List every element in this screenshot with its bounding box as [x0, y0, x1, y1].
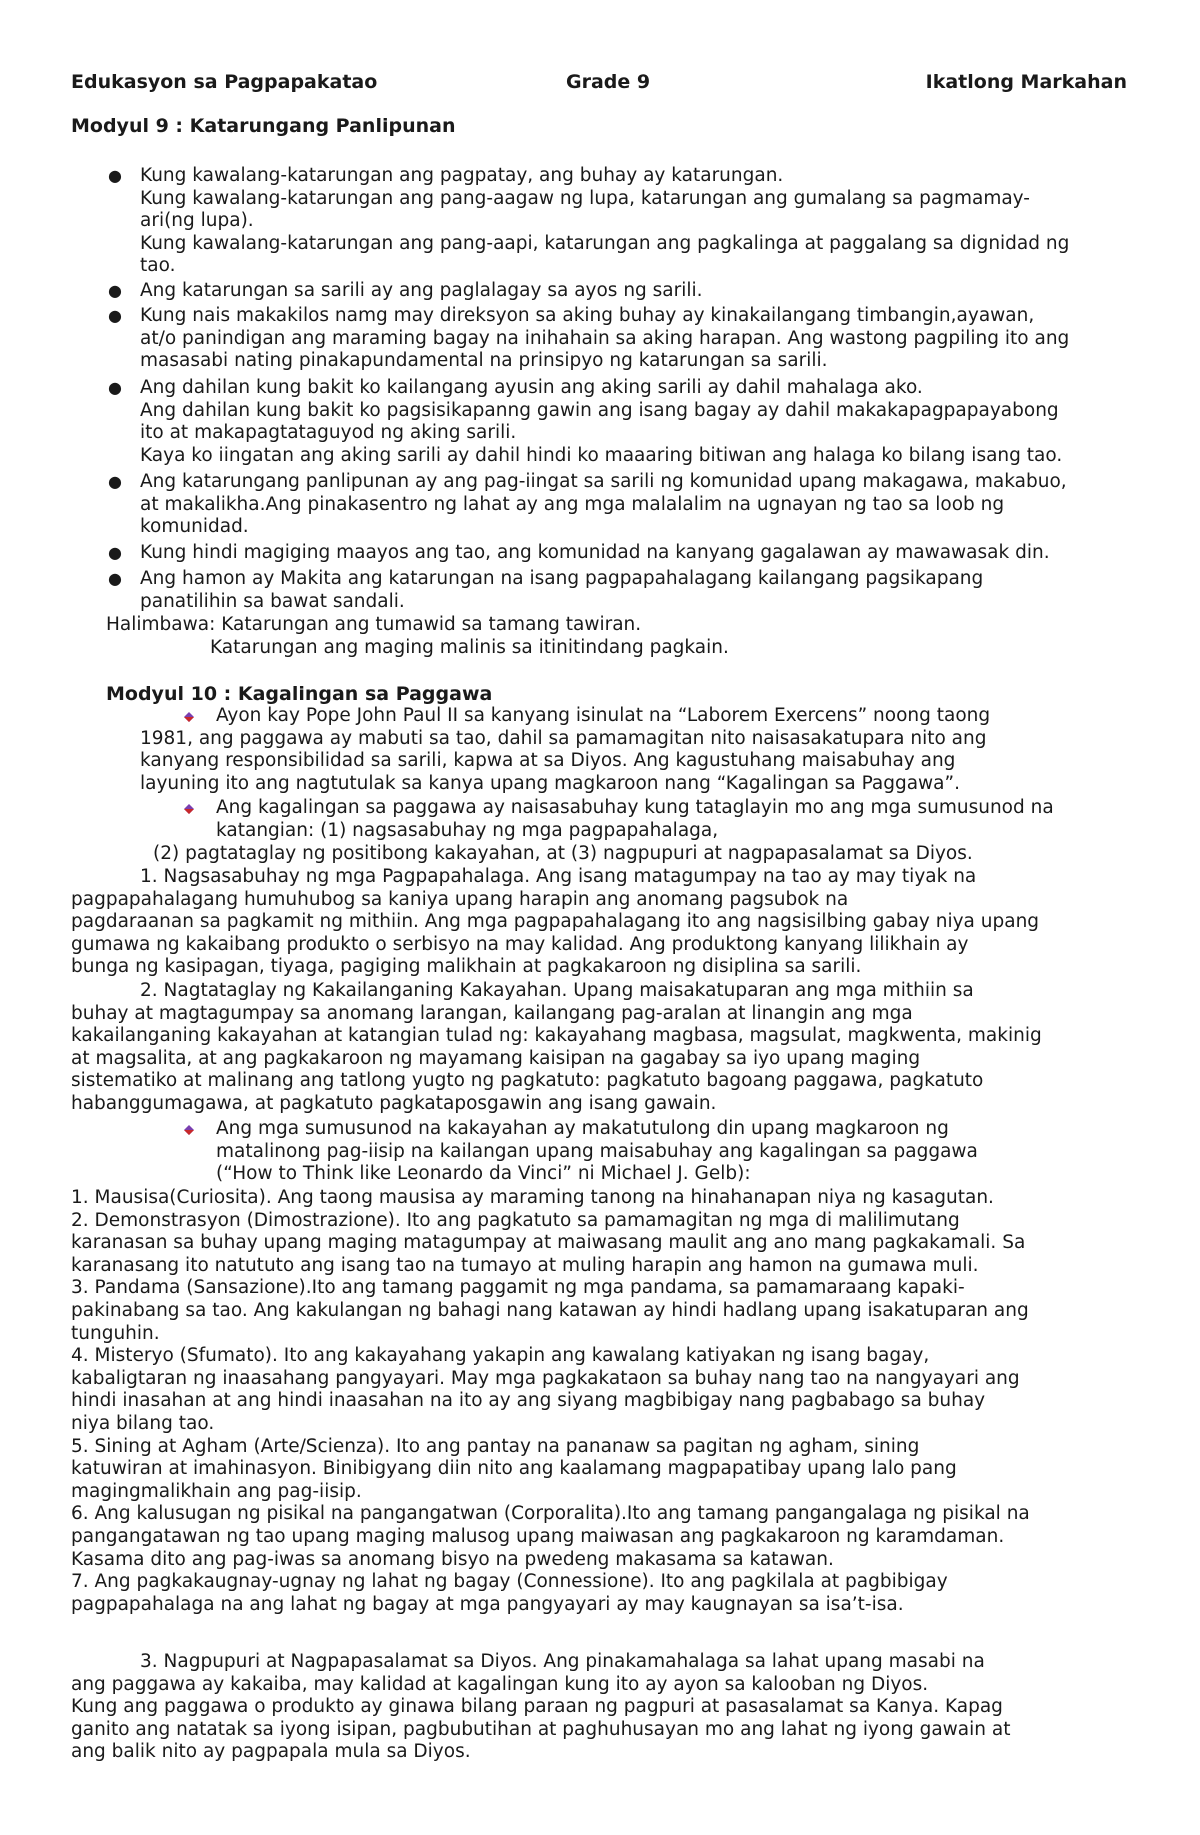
list-item: kabaligtaran ng inaasahang pangyayari. May mga pagkakataon sa buhay nang tao na nangyayari ang	[71, 1367, 1020, 1389]
list-item: karanasang ito natututo ang isang tao na tumayo at muling harapin ang hamon na gumawa muli.	[71, 1254, 979, 1276]
bullet-item: ● Ang katarungan sa sarili ay ang paglalagay sa ayos ng sarili.	[108, 280, 703, 301]
list-item: katuwiran at imahinasyon. Binibigyang diin nito ang kaalamang magpapatibay upang lalo pang	[71, 1458, 957, 1480]
list-item: pakinabang sa tao. Ang kakulangan ng bahagi nang katawan ay hindi hadlang upang isakatuparan ang	[71, 1299, 1029, 1321]
bullet-icon: ●	[108, 166, 122, 185]
list-item: 7. Ang pagkakaugnay-ugnay ng lahat ng bagay (Connessione). Ito ang pagkilala at pagbibigay	[71, 1571, 948, 1593]
diamond-bullet-icon	[184, 804, 194, 814]
page-header	[71, 71, 1127, 95]
bullet-item: ● Kung nais makakilos namg may direksyon sa aking buhay ay kinakailangang timbangin,ayawan, at/o panindigan ang maraming bagay na inihahain sa aking harapan. Ang wastong pagpiling ito ang masasabi nating pinakapundamental na prinsipyo ng katarungan sa sarili.	[108, 305, 1070, 372]
bullet-icon: ●	[108, 378, 122, 397]
modyul9-title: Modyul 9 : Katarungang Panlipunan	[71, 115, 456, 137]
section-3-paragraph: 3. Nagpupuri at Nagpapasalamat sa Diyos. Ang pinakamahalaga sa lahat upang masabi na ang paggawa ay kakaiba, may kalidad at kagalingan kung ito ay ayon sa kalooban ng Diyos. Kung ang paggawa o produkto ay ginawa bilang paraan ng pagpuri at pasasalamat sa Kanya. Kapag ganito ang natatak sa iyong isipan, pagbubutihan at paghuhusayan mo ang lahat ng iyong gawain at ang balik nito ay pagpapala mula sa Diyos.	[71, 1651, 1011, 1763]
katangian-paragraph: Ang kagalingan sa paggawa ay naisasabuhay kung tataglayin mo ang mga sumusunod na katangian: (1) nagsasabuhay ng mga pagpapahalaga,	[216, 797, 1054, 841]
bullet-icon: ●	[108, 306, 122, 325]
list-item: tunguhin.	[71, 1322, 160, 1344]
list-item: 1. Mausisa(Curiosita). Ang taong mausisa ay maraming tanong na hinahanapan niya ng kasagutan.	[71, 1187, 994, 1208]
list-item: 3. Pandama (Sansazione).Ito ang tamang paggamit ng mga pandama, sa pamamaraang kapaki-	[71, 1277, 965, 1299]
list-item: pagpapahalaga na ang lahat ng bagay at mga pangyayari ay may kaugnayan sa isa’t-isa.	[71, 1593, 904, 1615]
list-item: 6. Ang kalusugan ng pisikal na pangangatwan (Corporalita).Ito ang tamang pangangalaga ng pisikal na	[71, 1503, 1030, 1525]
bullet-icon: ●	[108, 472, 122, 491]
bullet-icon: ●	[108, 569, 122, 588]
bullet-icon: ●	[108, 543, 122, 562]
quarter-label: Ikatlong Markahan	[925, 71, 1127, 93]
list-item: karanasan sa buhay upang maging matagumpay at maiwasang maulit ang ano mang pagkakamali. Sa	[71, 1232, 1026, 1254]
subject-label: Edukasyon sa Pagpapakatao	[71, 71, 378, 93]
list-item: hindi inasahan at ang hindi inaasahan na ito ay ang siyang magbibigay nang pagbabago sa buhay	[71, 1390, 986, 1412]
diamond-bullet-icon	[184, 1125, 194, 1135]
gelb-list	[71, 1187, 1127, 1616]
bullet-item: ● Ang dahilan kung bakit ko kailangang ayusin ang aking sarili ay dahil mahalaga ako. Ang dahilan kung bakit ko pagsisikapanng gawin ang isang bagay ay dahil makakapagpapayabong ito at makapagtataguyod ng aking sarili. Kaya ko iingatan ang aking sarili ay dahil hindi ko maaaring bitiwan ang halaga ko bilang isang tao.	[108, 377, 1063, 466]
list-item: 5. Sining at Agham (Arte/Scienza). Ito ang pantay na pananaw sa pagitan ng agham, sining	[71, 1435, 920, 1457]
bullet-item: ● Kung hindi magiging maayos ang tao, ang komunidad na kanyang gagalawan ay mawawasak din.	[108, 542, 1050, 563]
section-2-paragraph: 2. Nagtataglay ng Kakailanganing Kakayahan. Upang maisakatuparan ang mga mithiin sa buhay at magtagumpay sa anomang larangan, kailangang pag-aralan at linangin ang mga kakailanganing kakayahan at katangian tulad ng: kakayahang magbasa, magsulat, magkwenta, makinig at magsalita, at ang pagkakaroon ng mayamang kaisipan na gagabay sa iyo upang maging sistematiko at malinang ang tatlong yugto ng pagkatuto: pagkatuto bagoang paggawa, pagkatuto habanggumagawa, at pagkatuto pagkataposgawin ang isang gawain.	[71, 980, 1042, 1114]
bullet-item: ● Ang hamon ay Makita ang katarungan na isang pagpapahalagang kailangang pagsikapang panatilihin sa bawat sandali.	[108, 568, 984, 612]
gelb-paragraph: Ang mga sumusunod na kakayahan ay makatutulong din upang magkaroon ng matalinong pag-iisip na kailangan upang maisabuhay ang kagalingan sa paggawa (“How to Think like Leonardo da Vinci” ni Michael J. Gelb):	[216, 1118, 978, 1185]
list-item: 2. Demonstrasyon (Dimostrazione). Ito ang pagkatuto sa pamamagitan ng mga di malilimutang	[71, 1209, 960, 1231]
modyul10-title: Modyul 10 : Kagalingan sa Paggawa	[106, 683, 493, 705]
bullet-icon: ●	[108, 281, 122, 300]
bullet-item: ● Kung kawalang-katarungan ang pagpatay, ang buhay ay katarungan. Kung kawalang-katarungan ang pang-aagaw ng lupa, katarungan ang gumalang sa pagmamay- ari(ng lupa). Kung kawalang-katarungan ang pang-aapi, katarungan ang pagkalinga at paggalang sa dignidad ng tao.	[108, 165, 1070, 277]
list-item: Kasama dito ang pag-iwas sa anomang bisyo na pwedeng makasama sa katawan.	[71, 1548, 834, 1570]
halimbawa-text-2: Katarungan ang maging malinis sa itinitindang pagkain.	[210, 637, 729, 658]
halimbawa-text: Halimbawa: Katarungan ang tumawid sa tamang tawiran.	[106, 614, 642, 635]
list-item: pangangatawan ng tao upang maging malusog upang maiwasan ang pagkakaroon ng karamdaman.	[71, 1525, 1005, 1547]
bullet-item: ● Ang katarungang panlipunan ay ang pag-iingat sa sarili ng komunidad upang makagawa, makabuo, at makalikha.Ang pinakasentro ng lahat ay ang mga malalalim na ugnayan ng tao sa loob ng komunidad.	[108, 471, 1067, 538]
list-item: 4. Misteryo (Sfumato). Ito ang kakayahang yakapin ang kawalang katiyakan ng isang bagay,	[71, 1345, 930, 1367]
section-1-paragraph: 1. Nagsasabuhay ng mga Pagpapahalaga. Ang isang matagumpay na tao ay may tiyak na pagpapahalagang humuhubog sa kaniya upang harapin ang anomang pagsubok na pagdaraanan sa pagkamit ng mithiin. Ang mga pagpapahalagang ito ang nagsisilbing gabay niya upang gumawa ng kakaibang produkto o serbisyo na may kalidad. Ang produktong kanyang lilikhain ay bunga ng kasipagan, tiyaga, pagiging malikhain at pagkakaroon ng disiplina sa sarili.	[71, 866, 1040, 978]
grade-label: Grade 9	[566, 71, 651, 93]
katangian-line: (2) pagtataglay ng positibong kakayahan, at (3) nagpupuri at nagpapasalamat sa Diyos.	[153, 843, 973, 864]
list-item: magingmalikhain ang pag-iisip.	[71, 1480, 362, 1502]
intro-paragraph: Ayon kay Pope John Paul II sa kanyang isinulat na “Laborem Exercens” noong taong 1981, ang paggawa ay mabuti sa tao, dahil sa pamamagitan nito naisasakatupara nito ang kanyang responsibilidad sa sarili, kapwa at sa Diyos. Ang kagustuhang maisabuhay ang layuning ito ang nagtutulak sa kanya upang magkaroon nang “Kagalingan sa Paggawa”.	[140, 705, 991, 794]
list-item: niya bilang tao.	[71, 1412, 215, 1434]
